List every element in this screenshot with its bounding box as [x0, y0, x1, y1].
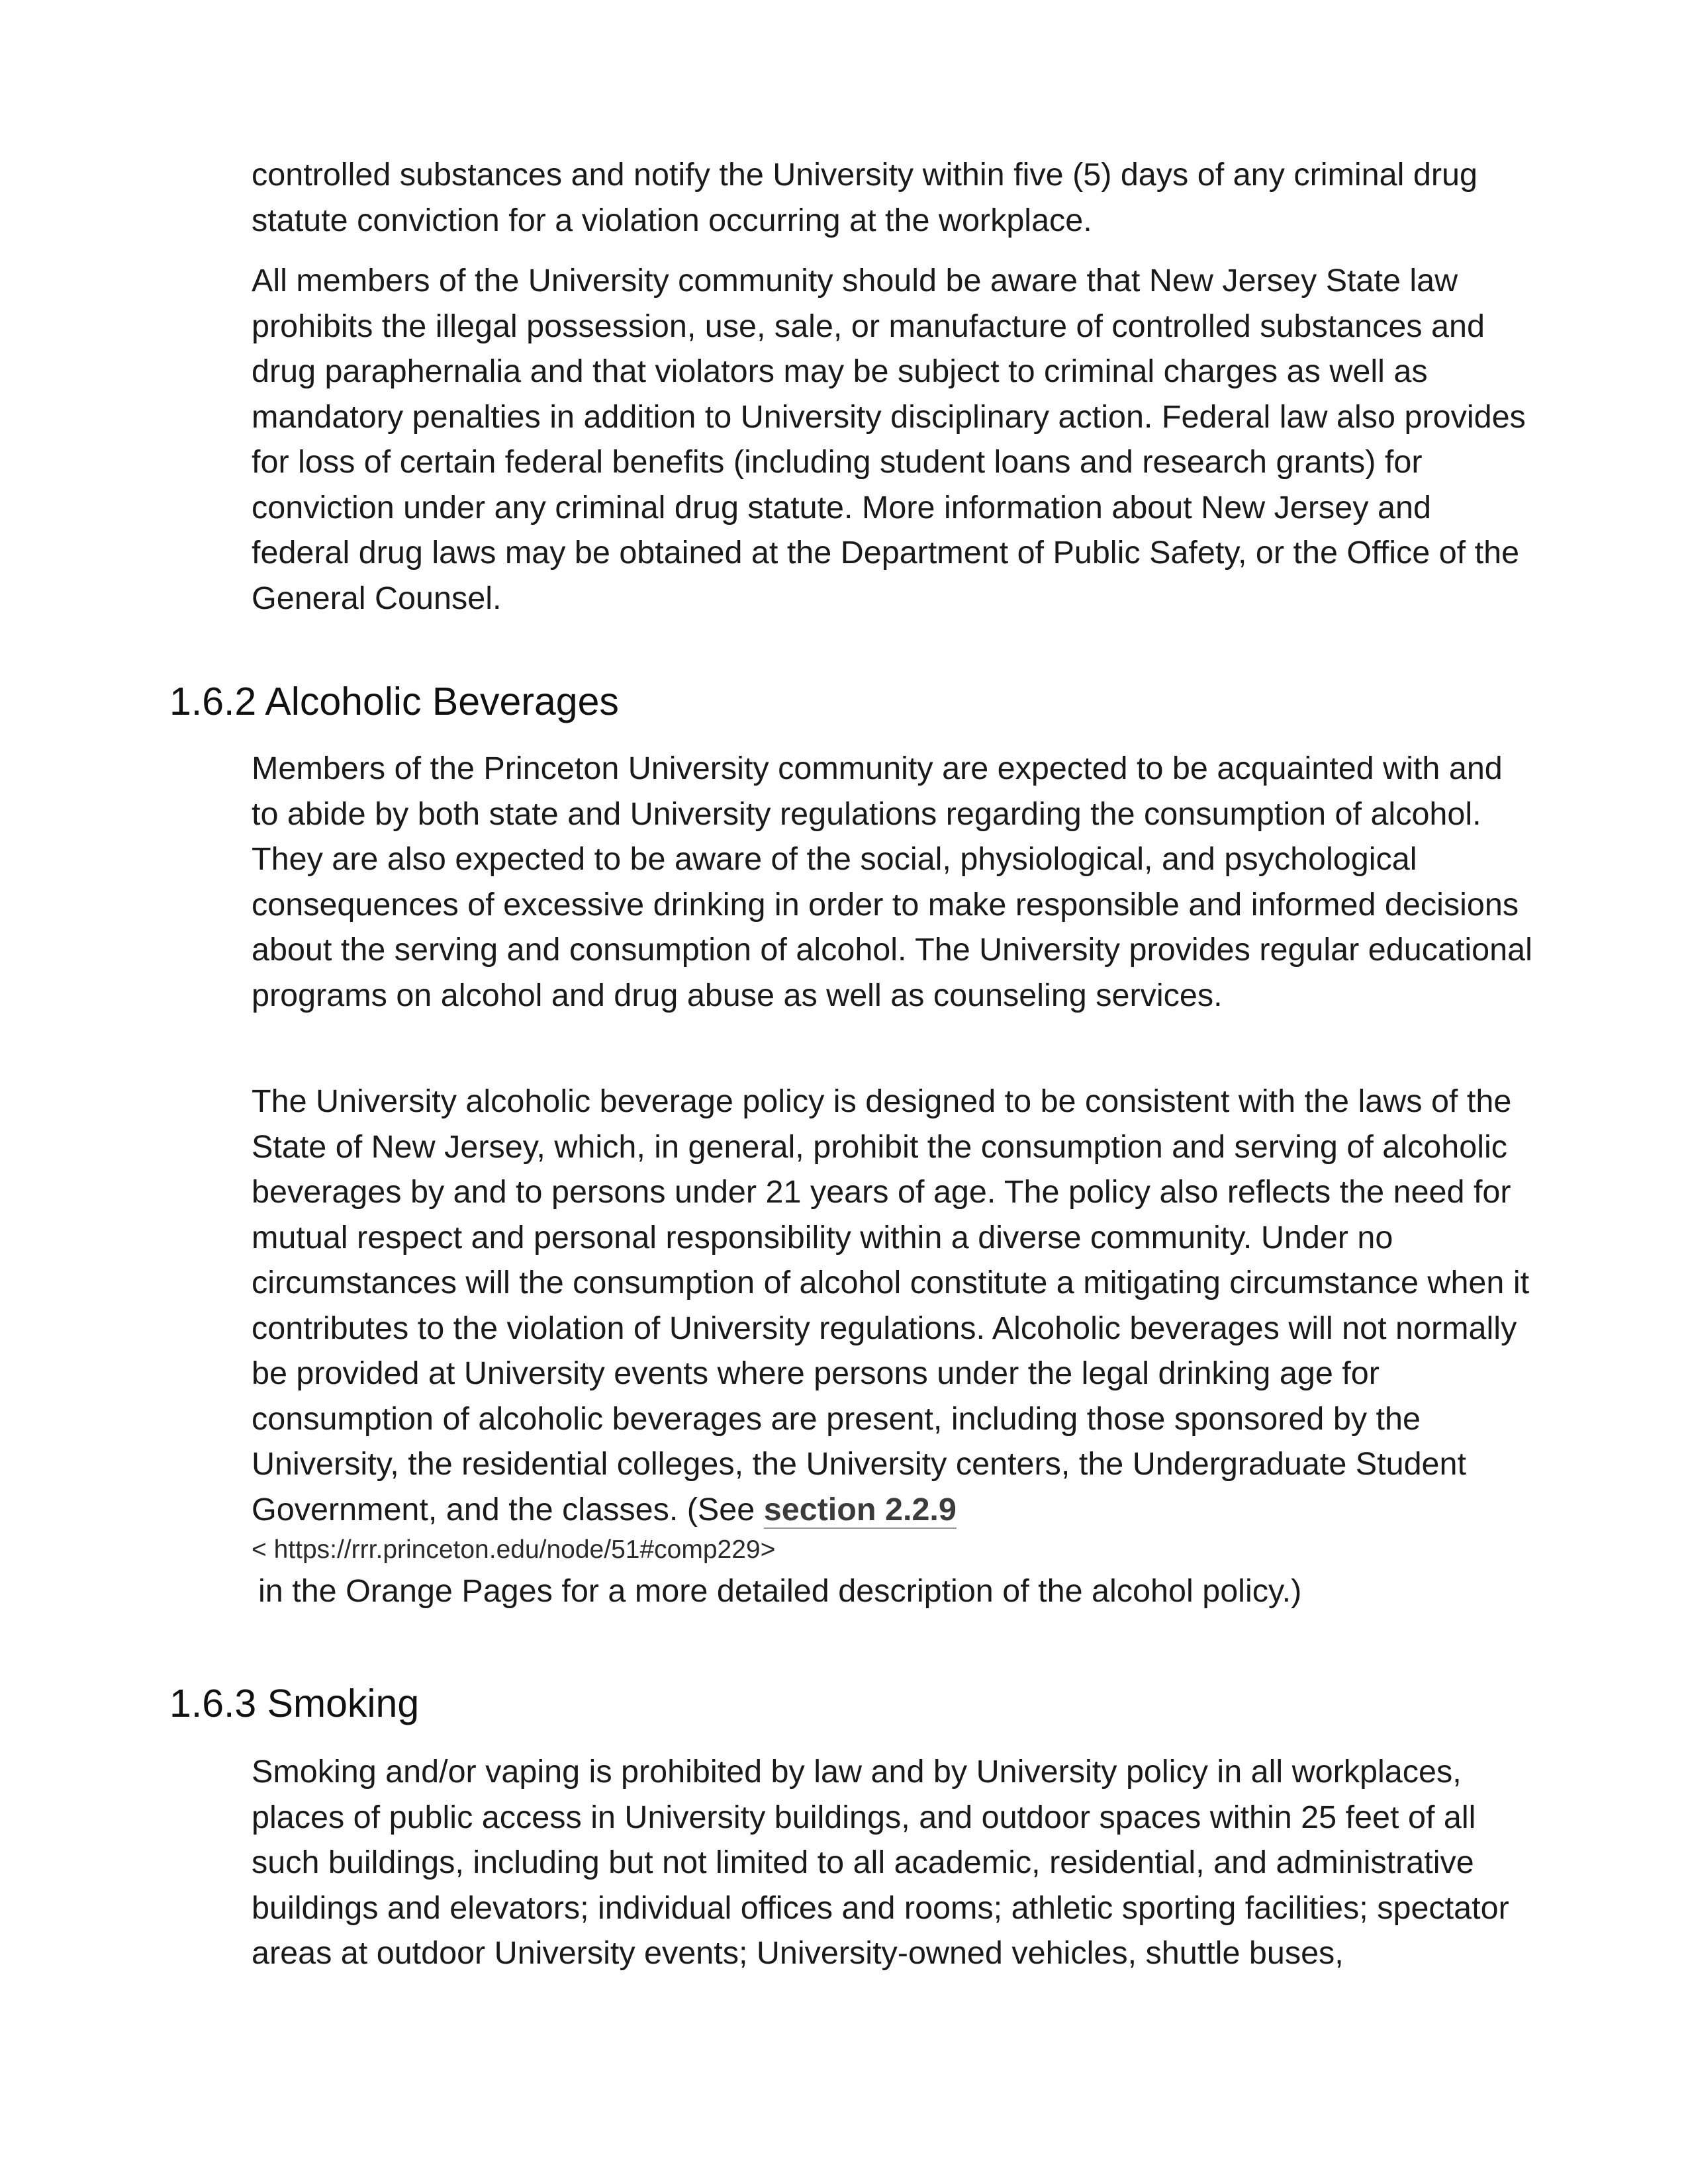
paragraph-alcohol-policy-tail: in the Orange Pages for a more detailed description of the alcohol policy.) — [258, 1573, 1302, 1609]
alcohol-policy-text: The University alcoholic beverage policy is designed to be consistent with the laws of the State of New Jersey, which, in general, prohibit the consumption and serving of alcoholic beverages by and to persons under 21 years of age. The policy also reflects the need for mutual respect and personal responsibility within a diverse community. Under no circumstances will the consumption of alcohol constitute a mitigating circumstance when it contributes to the violation of University regulations. Alcoholic beverages will not normally be provided at University events where persons under the legal drinking age for consumption of alcoholic beverages are present, including those sponsored by the University, the residential colleges, the University centers, the Undergraduate Student Government, and the classes. (See — [252, 1083, 1530, 1527]
paragraph-alcohol-expectations: Members of the Princeton University community are expected to be acquainted with and to abide by both state and University regulations regarding the consumption of alcohol. They are also expected to be aware of the social, physiological, and psychological consequences of excessive drinking in order to make responsible and informed decisions about the serving and consumption of alcohol. The University provides regular educational programs on alcohol and drug abuse as well as counseling services. — [252, 751, 1532, 1013]
link-url-note: < https://rrr.princeton.edu/node/51#comp229> — [252, 1535, 776, 1564]
paragraph-smoking-policy: Smoking and/or vaping is prohibited by law and by University policy in all workplaces, places of public access in University buildings, and outdoor spaces within 25 feet of all such buildings, including but not limited to all academic, residential, and administrative buildings and elevators; individual offices and rooms; athletic sporting facilities; spectator areas at outdoor University events; University-owned vehicles, shuttle buses, — [252, 1754, 1509, 1971]
paragraph-drug-laws: All members of the University community should be aware that New Jersey State law prohibits the illegal possession, use, sale, or manufacture of controlled substances and drug paraphernalia and that violators may be subject to criminal charges as well as mandatory penalties in addition to University disciplinary action. Federal law also provides for loss of certain federal benefits (including student loans and research grants) for conviction under any criminal drug statute. More information about New Jersey and federal drug laws may be obtained at the Department of Public Safety, or the Office of the General Counsel. — [252, 263, 1526, 616]
heading-alcoholic-beverages: 1.6.2 Alcoholic Beverages — [169, 680, 619, 723]
paragraph-drug-notification: controlled substances and notify the University within five (5) days of any criminal drug statute conviction for a violation occurring at the workplace. — [252, 157, 1477, 238]
section-2-2-9-link[interactable]: section 2.2.9 — [763, 1491, 957, 1527]
heading-smoking: 1.6.3 Smoking — [169, 1682, 420, 1725]
paragraph-alcohol-policy — [252, 1079, 1536, 1532]
